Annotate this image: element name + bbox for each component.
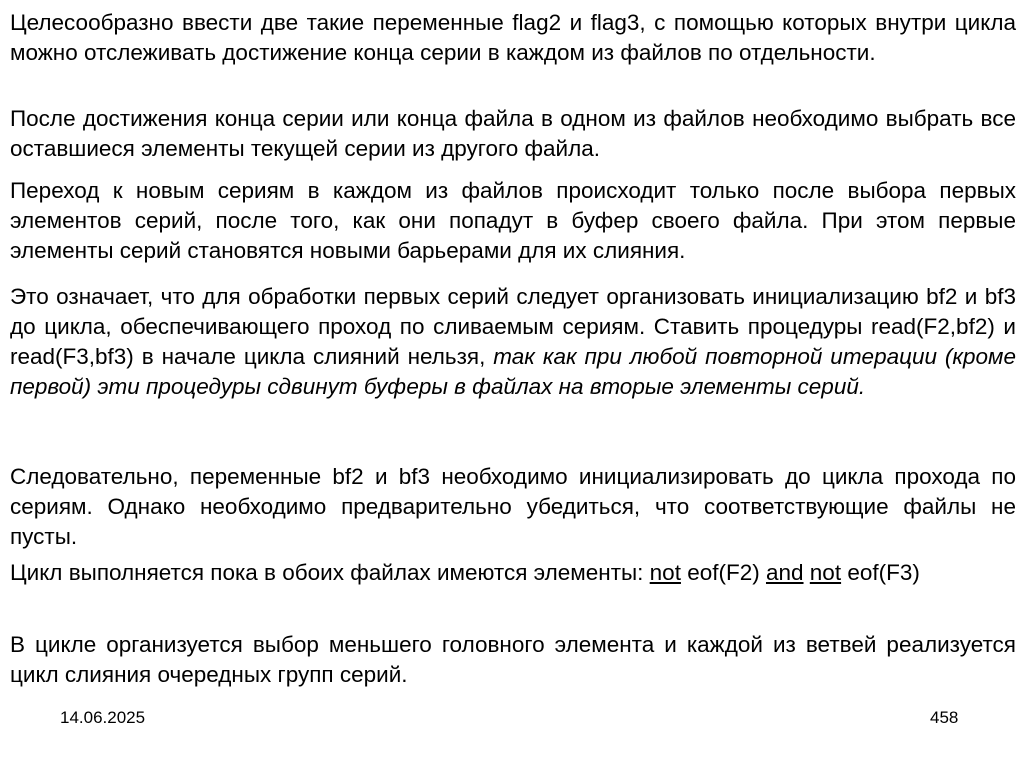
paragraph-series-end: После достижения конца серии или конца файла в одном из файлов необходимо выбрать все оставшиеся элементы текущей серии из другого файла. (10, 106, 1016, 161)
keyword-not: not (809, 560, 842, 585)
paragraph-buffer-init-text: Это означает, что для обработки первых серий следует организовать инициализацию bf2 и bf3 до цикла, обеспечивающего проход по сливаемым сериям. Ставить процедуры read(F2,bf2) и read(F3,bf3) в начале цикла слияний нельзя, (10, 284, 1016, 369)
footer-date: 14.06.2025 (60, 708, 146, 727)
eof-f3: eof(F3) (841, 560, 920, 585)
paragraph-flags: Целесообразно ввести две такие переменные flag2 и flag3, с помощью которых внутри цикла можно отслеживать достижение конца серии в каждом из файлов по отдельности. (10, 10, 1016, 65)
eof-f2: eof(F2) (680, 560, 766, 585)
paragraph-new-series: Переход к новым сериям в каждом из файлов происходит только после выбора первых элементов серий, после того, как они попадут в буфер своего файла. При этом первые элементы серий становятся новыми барьерами для их слияния. (10, 178, 1016, 263)
paragraph-loop-condition (10, 558, 1016, 588)
keyword-and: and (765, 560, 804, 585)
paragraph-buffer-init (10, 282, 1016, 402)
footer-page-number: 458 (930, 708, 959, 727)
keyword-not: not (649, 560, 681, 585)
paragraph-loop-branches: В цикле организуется выбор меньшего головного элемента и каждой из ветвей реализуется цикл слияния очередных групп серий. (10, 632, 1016, 687)
paragraph-buffer-init-italic: так как при любой повторной итерации (кроме первой) эти процедуры сдвинут буферы в файлах на вторые элементы серий. (10, 344, 1016, 399)
paragraph-consequence: Следовательно, переменные bf2 и bf3 необходимо инициализировать до цикла прохода по сериям. Однако необходимо предварительно убедиться, что соответствующие файлы не пусты. (10, 464, 1016, 549)
loop-condition-text: Цикл выполняется пока в обоих файлах имеются элементы: (10, 560, 650, 585)
